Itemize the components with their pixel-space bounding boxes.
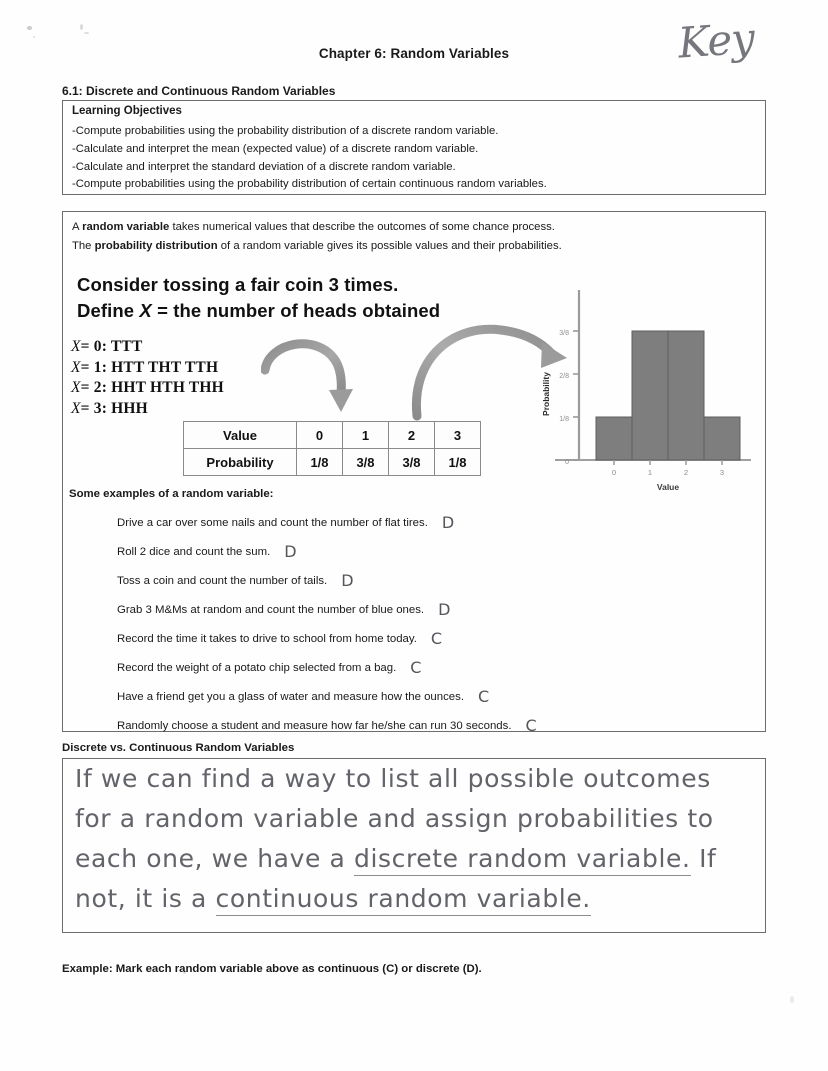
objective-item: -Calculate and interpret the standard deviation of a discrete random variable. (72, 160, 456, 173)
outcome-enumeration (71, 337, 224, 419)
objective-item: -Compute probabilities using the probability distribution of a discrete random variable. (72, 125, 499, 137)
outcome-sequences: HHH (111, 399, 148, 417)
scan-speck (27, 26, 32, 30)
outcome-row (71, 337, 224, 358)
definition-text-post: of a random variable gives its possible values and their probabilities. (217, 240, 562, 252)
example-item (117, 569, 354, 588)
random-variable-concept-box (62, 211, 766, 735)
example-text: Drive a car over some nails and count the number of flat tires. (117, 517, 428, 529)
example-item (117, 714, 537, 733)
x-tick-label: 0 (611, 468, 617, 477)
curved-arrow-to-table (261, 336, 371, 431)
outcome-equals: = 2: (80, 379, 112, 396)
section-heading: 6.1: Discrete and Continuous Random Variables (62, 84, 336, 98)
handwritten-line (75, 885, 591, 913)
examples-intro: Some examples of a random variable: (69, 488, 274, 500)
table-cell-value: 3 (435, 422, 481, 449)
table-cell-probability: 1/8 (435, 449, 481, 476)
scan-speck (33, 36, 35, 38)
histogram-bar (704, 417, 740, 460)
y-axis-label: Probability (541, 372, 551, 416)
handwritten-text: each one, we have a (75, 844, 354, 873)
example-text: Toss a coin and count the number of tails. (117, 575, 328, 587)
probability-histogram (493, 274, 758, 504)
outcome-variable: X (71, 358, 81, 376)
probability-distribution-table (183, 421, 481, 476)
outcome-equals: = 3: (80, 399, 112, 417)
handwritten-answer: C (525, 716, 537, 735)
define-label: Define (77, 300, 140, 321)
outcome-equals: = 0: (80, 338, 111, 355)
example-item (117, 627, 442, 646)
handwritten-answer-box (62, 758, 766, 933)
coin-example-heading-line1: Consider tossing a fair coin 3 times. (77, 274, 399, 295)
outcome-row (71, 399, 224, 420)
outcome-row (71, 378, 224, 399)
outcome-row (71, 358, 224, 379)
example-text: Record the weight of a potato chip selected from a bag. (117, 662, 397, 674)
handwritten-answer: D (441, 513, 455, 532)
table-cell-value: 2 (389, 422, 435, 449)
outcome-sequences: HTT THT TTH (111, 358, 219, 376)
histogram-bar (596, 417, 632, 460)
handwritten-underlined-term: discrete random variable. (354, 844, 691, 876)
handwritten-line (75, 765, 711, 793)
handwritten-answer: C (430, 629, 443, 648)
handwritten-line (75, 845, 716, 873)
footer-example-instruction: Example: Mark each random variable above as continuous (C) or discrete (D). (62, 963, 482, 975)
example-text: Record the time it takes to drive to school from home today. (117, 633, 417, 645)
handwritten-answer: C (410, 658, 422, 677)
example-text: Grab 3 M&Ms at random and count the number of blue ones. (117, 604, 425, 616)
example-item (117, 656, 421, 675)
definition-text-pre: A (72, 221, 83, 233)
definition-random-variable (72, 219, 555, 235)
example-text: Randomly choose a student and measure how far he/she can run 30 seconds. (117, 720, 512, 732)
x-tick-label: 2 (683, 468, 689, 477)
table-row (184, 449, 481, 476)
definition-text-pre: The (72, 240, 95, 252)
example-item (117, 685, 489, 704)
histogram-bar (632, 331, 668, 460)
random-variable-symbol: X (139, 300, 152, 321)
definition-term: probability distribution (94, 240, 218, 252)
handwritten-answer: D (284, 542, 297, 561)
definition-text-post: takes numerical values that describe the outcomes of some chance process. (169, 221, 555, 233)
table-cell-probability: 3/8 (389, 449, 435, 476)
handwritten-line (75, 805, 714, 833)
y-tick-label: 3/8 (559, 330, 569, 337)
handwritten-text: If (690, 844, 717, 873)
objective-item: -Calculate and interpret the mean (expected value) of a discrete random variable. (72, 142, 479, 155)
scan-speck (80, 24, 83, 30)
outcome-sequences: HHT HTH THH (111, 379, 224, 396)
handwritten-text: If we can find a way to list all possible outcomes (75, 764, 711, 793)
outcome-variable: X (71, 399, 81, 417)
histogram-bar (668, 331, 704, 460)
x-tick-label: 3 (719, 468, 725, 477)
y-tick-label: 0 (565, 459, 569, 466)
coin-example-heading (77, 272, 440, 324)
x-tick-label: 1 (647, 468, 653, 477)
learning-objectives-box (62, 100, 766, 195)
handwritten-answer: D (438, 600, 451, 619)
definition-probability-distribution (72, 238, 562, 254)
table-cell-probability: 1/8 (297, 449, 343, 476)
definition-term: random variable (82, 221, 170, 233)
x-axis-label: Value (656, 482, 680, 492)
handwritten-text: not, it is a (75, 884, 216, 913)
coin-example-heading-line2 (77, 298, 440, 324)
scan-speck (790, 996, 794, 1003)
table-row-label-probability: Probability (184, 449, 297, 476)
table-cell-value: 0 (297, 422, 343, 449)
outcome-equals: = 1: (80, 358, 112, 376)
example-item (117, 598, 450, 617)
handwritten-answer: D (341, 571, 354, 590)
y-tick-label: 2/8 (559, 373, 569, 380)
example-text: Have a friend get you a glass of water and measure how the ounces. (117, 691, 464, 703)
outcome-variable: X (71, 338, 81, 355)
outcome-sequences: TTT (110, 338, 143, 355)
example-item (117, 540, 297, 559)
y-tick-label: 1/8 (559, 416, 569, 423)
handwritten-key-annotation: Key (676, 13, 756, 68)
table-cell-probability: 3/8 (343, 449, 389, 476)
objective-item: -Compute probabilities using the probability distribution of certain continuous random variables. (72, 178, 547, 191)
handwritten-underlined-term: continuous random variable. (216, 884, 591, 916)
table-row-label-value: Value (184, 422, 297, 449)
example-item (117, 511, 454, 530)
table-cell-value: 1 (343, 422, 389, 449)
define-description: = the number of heads obtained (151, 300, 441, 321)
table-row (184, 422, 481, 449)
learning-objectives-title: Learning Objectives (72, 105, 182, 117)
outcome-variable: X (71, 379, 81, 396)
discrete-vs-continuous-heading: Discrete vs. Continuous Random Variables (62, 742, 295, 754)
handwritten-text: for a random variable and assign probabilities to (75, 804, 714, 833)
example-text: Roll 2 dice and count the sum. (117, 546, 271, 558)
page-title: Chapter 6: Random Variables (318, 46, 510, 61)
learning-objectives-list (72, 123, 759, 194)
scan-speck (84, 32, 89, 34)
handwritten-answer: C (478, 687, 490, 706)
